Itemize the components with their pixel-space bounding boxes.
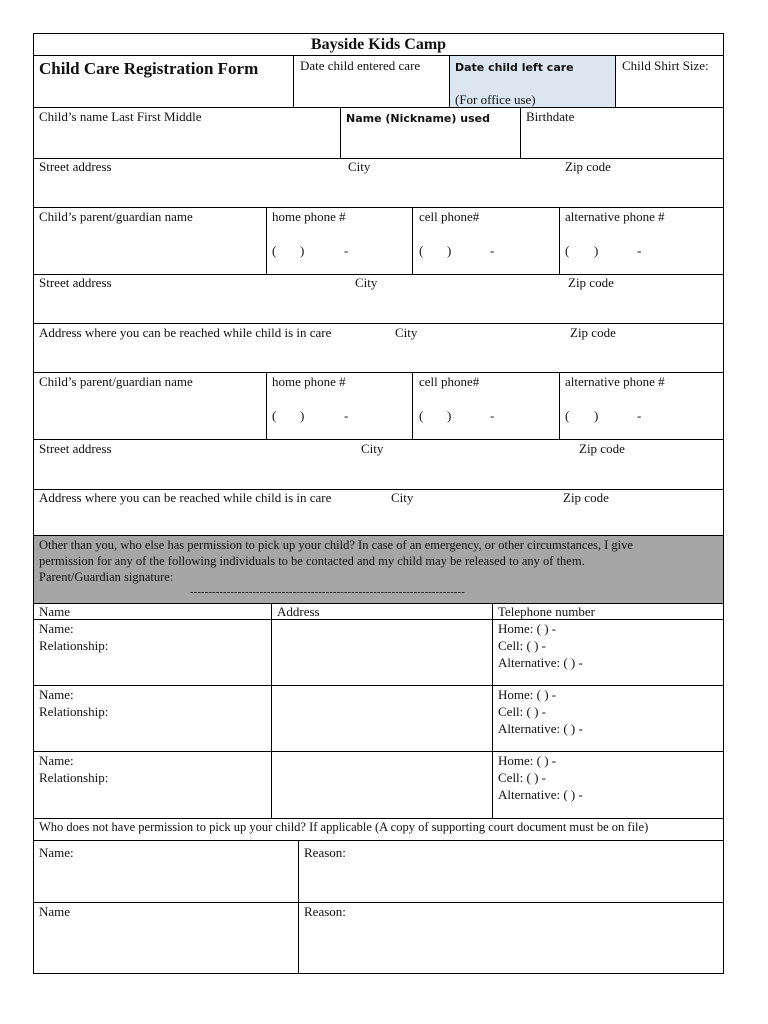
shirt-size-label: Child Shirt Size: — [622, 58, 709, 73]
city-label: City — [395, 325, 418, 340]
phone-dash: - — [344, 243, 349, 258]
pickup-relationship-label: Relationship: — [39, 704, 109, 719]
permission-line-1: Other than you, who else has permission to pick up your child? In case of an emergency, or other circumstances, I give — [39, 538, 633, 552]
zip-label: Zip code — [563, 490, 609, 505]
no-permission-name-label: Name: — [39, 845, 74, 860]
divider — [520, 107, 521, 158]
paren-close: ) — [300, 408, 305, 423]
no-permission-question: Who does not have permission to pick up your child? If applicable (A copy of supporting court document must be on file) — [39, 820, 649, 834]
zip-label: Zip code — [568, 275, 614, 290]
paren-open: ( — [272, 408, 277, 423]
col-phone-header: Telephone number — [498, 604, 595, 619]
divider — [412, 372, 413, 439]
no-permission-reason-label: Reason: — [304, 904, 346, 919]
zip-label: Zip code — [570, 325, 616, 340]
permission-line-2: permission for any of the following individuals to be contacted and my child may be released to any of them. — [39, 554, 585, 568]
nickname-label: Name (Nickname) used — [346, 112, 490, 125]
paren-open: ( — [272, 243, 277, 258]
birthdate-label: Birthdate — [526, 109, 575, 124]
phone-dash: - — [490, 408, 495, 423]
paren-close: ) — [594, 243, 599, 258]
zip-label: Zip code — [565, 159, 611, 174]
divider — [266, 372, 267, 439]
paren-close: ) — [300, 243, 305, 258]
divider — [293, 55, 294, 107]
paren-open: ( — [565, 408, 570, 423]
pickup-alt-phone: Alternative: ( ) - — [498, 721, 583, 736]
guardian-name-label: Child’s parent/guardian name — [39, 374, 193, 389]
phone-dash: - — [637, 408, 642, 423]
street-label: Street address — [39, 159, 112, 174]
phone-dash: - — [490, 243, 495, 258]
home-phone-label: home phone # — [272, 374, 346, 389]
home-phone-label: home phone # — [272, 209, 346, 224]
city-label: City — [361, 441, 384, 456]
alt-phone-label: alternative phone # — [565, 209, 665, 224]
zip-label: Zip code — [579, 441, 625, 456]
divider — [266, 207, 267, 274]
divider — [33, 158, 724, 159]
city-label: City — [391, 490, 414, 505]
pickup-name-label: Name: — [39, 621, 74, 636]
paren-close: ) — [447, 243, 452, 258]
pickup-cell-phone: Cell: ( ) - — [498, 638, 547, 653]
divider — [33, 840, 724, 841]
pickup-cell-phone: Cell: ( ) - — [498, 704, 547, 719]
phone-dash: - — [637, 243, 642, 258]
phone-dash: - — [344, 408, 349, 423]
paren-close: ) — [447, 408, 452, 423]
city-label: City — [348, 159, 371, 174]
pickup-relationship-label: Relationship: — [39, 770, 109, 785]
pickup-name-label: Name: — [39, 687, 74, 702]
no-permission-reason-label: Reason: — [304, 845, 346, 860]
pickup-alt-phone: Alternative: ( ) - — [498, 787, 583, 802]
office-use-label: (For office use) — [455, 92, 536, 107]
divider — [33, 902, 724, 903]
divider — [33, 439, 724, 440]
reach-address-label: Address where you can be reached while child is in care — [39, 490, 332, 505]
cell-phone-label: cell phone# — [419, 374, 480, 389]
col-name-header: Name — [39, 604, 71, 619]
col-address-header: Address — [277, 604, 320, 619]
divider — [33, 372, 724, 373]
form-title: Child Care Registration Form — [39, 59, 259, 78]
divider — [340, 107, 341, 158]
reach-address-label: Address where you can be reached while child is in care — [39, 325, 332, 340]
alt-phone-label: alternative phone # — [565, 374, 665, 389]
paren-open: ( — [419, 408, 424, 423]
no-permission-name-label: Name — [39, 904, 71, 919]
paren-open: ( — [419, 243, 424, 258]
child-name-label: Child’s name Last First Middle — [39, 109, 202, 124]
divider — [298, 840, 299, 974]
divider — [33, 685, 724, 686]
divider — [33, 323, 724, 324]
divider — [492, 603, 493, 818]
divider — [33, 818, 724, 819]
divider — [33, 55, 724, 56]
divider — [33, 751, 724, 752]
date-entered-label: Date child entered care — [300, 58, 421, 73]
divider — [559, 372, 560, 439]
street-label: Street address — [39, 275, 112, 290]
pickup-cell-phone: Cell: ( ) - — [498, 770, 547, 785]
paren-open: ( — [565, 243, 570, 258]
date-left-label: Date child left care — [455, 61, 574, 74]
street-label: Street address — [39, 441, 112, 456]
divider — [412, 207, 413, 274]
divider — [33, 603, 724, 604]
camp-name: Bayside Kids Camp — [310, 36, 447, 53]
divider — [271, 603, 272, 818]
guardian-name-label: Child’s parent/guardian name — [39, 209, 193, 224]
pickup-name-label: Name: — [39, 753, 74, 768]
signature-label: Parent/Guardian signature: — [39, 570, 174, 584]
divider — [33, 107, 724, 108]
divider — [559, 207, 560, 274]
signature-line[interactable]: --------------------------------------------------------------------------- — [190, 586, 465, 598]
city-label: City — [355, 275, 378, 290]
cell-phone-label: cell phone# — [419, 209, 480, 224]
pickup-home-phone: Home: ( ) - — [498, 753, 557, 768]
divider — [33, 619, 724, 620]
divider — [33, 207, 724, 208]
paren-close: ) — [594, 408, 599, 423]
pickup-alt-phone: Alternative: ( ) - — [498, 655, 583, 670]
divider — [33, 274, 724, 275]
pickup-home-phone: Home: ( ) - — [498, 621, 557, 636]
pickup-home-phone: Home: ( ) - — [498, 687, 557, 702]
pickup-relationship-label: Relationship: — [39, 638, 109, 653]
